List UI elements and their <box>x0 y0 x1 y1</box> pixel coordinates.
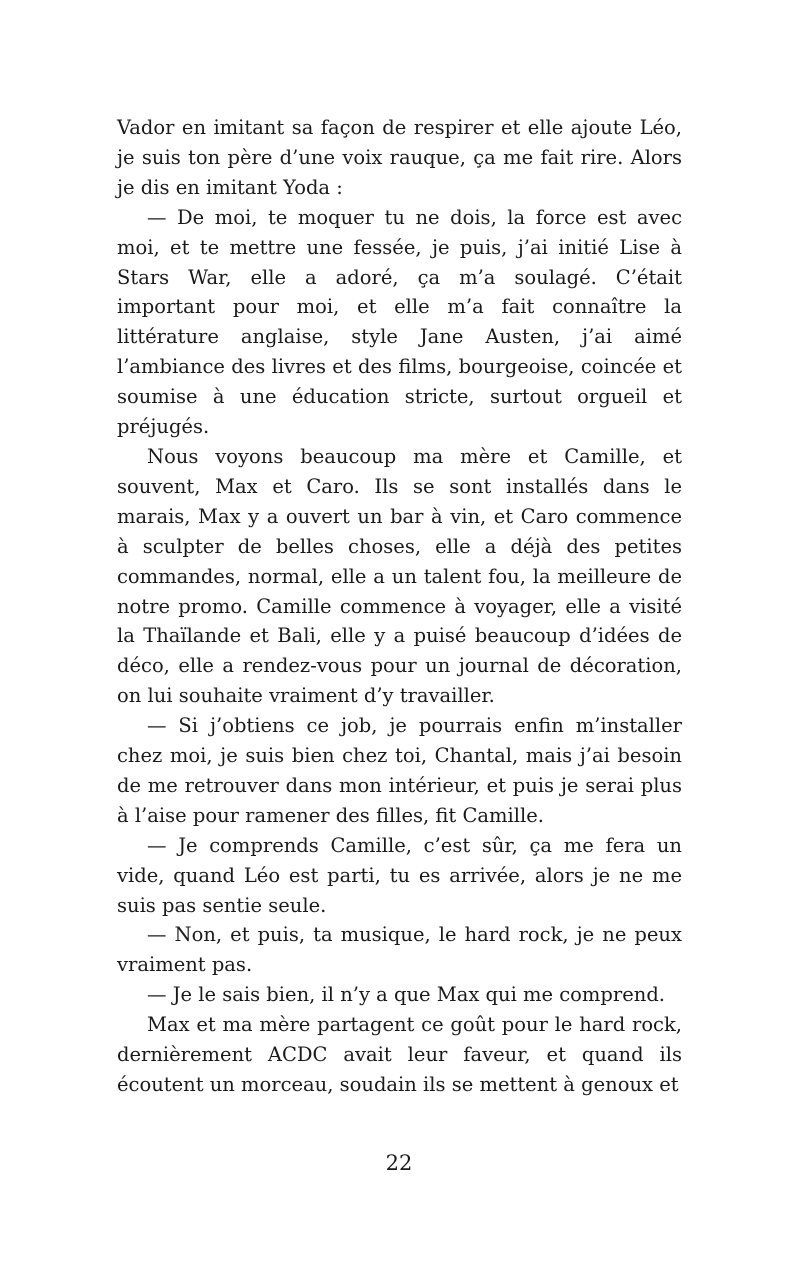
paragraph-6: — Non, et puis, ta musique, le hard rock, je ne peux vraiment pas. <box>117 923 682 977</box>
page-number: 22 <box>385 1151 413 1175</box>
paragraph-3: Nous voyons beaucoup ma mère et Camille, et souvent, Max et Caro. Ils se sont installés dans le marais, Max y a ouvert un bar à vin, et Caro commence à sculpter de belles choses, elle a déjà des petites commandes, normal, elle a un talent fou, la meilleure de notre promo. Camille commence à voyager, elle a visité la Thaïlande et Bali, elle y a puisé beaucoup d’idées de déco, elle a rendez-vous pour un journal de décoration, on lui souhaite vraiment d’y travailler. <box>117 444 682 708</box>
paragraph-5: — Je comprends Camille, c’est sûr, ça me fera un vide, quand Léo est parti, tu es arrivée, alors je ne me suis pas sentie seule. <box>117 833 682 917</box>
body-text <box>117 113 682 1100</box>
paragraph-7: — Je le sais bien, il n’y a que Max qui me comprend. <box>147 983 665 1007</box>
paragraph-2: — De moi, te moquer tu ne dois, la force est avec moi, et te mettre une fessée, je puis, j’ai initié Lise à Stars War, elle a adoré, ça m’a soulagé. C’était important pour moi, et elle m’a fait connaître la littérature anglaise, style Jane Austen, j’ai aimé l’ambiance des livres et des films, bourgeoise, coincée et soumise à une éducation stricte, surtout orgueil et préjugés. <box>117 205 682 439</box>
paragraph-8: Max et ma mère partagent ce goût pour le hard rock, dernièrement ACDC avait leur faveur, et quand ils écoutent un morceau, soudain ils se mettent à genoux et <box>117 1013 682 1096</box>
paragraph-1: Vador en imitant sa façon de respirer et elle ajoute Léo, je suis ton père d’une voix rauque, ça me fait rire. Alors je dis en imitant Yoda : <box>117 116 682 199</box>
paragraph-4: — Si j’obtiens ce job, je pourrais enfin m’installer chez moi, je suis bien chez toi, Chantal, mais j’ai besoin de me retrouver dans mon intérieur, et puis je serai plus à l’aise pour ramener des filles, fit Camille. <box>117 714 682 827</box>
